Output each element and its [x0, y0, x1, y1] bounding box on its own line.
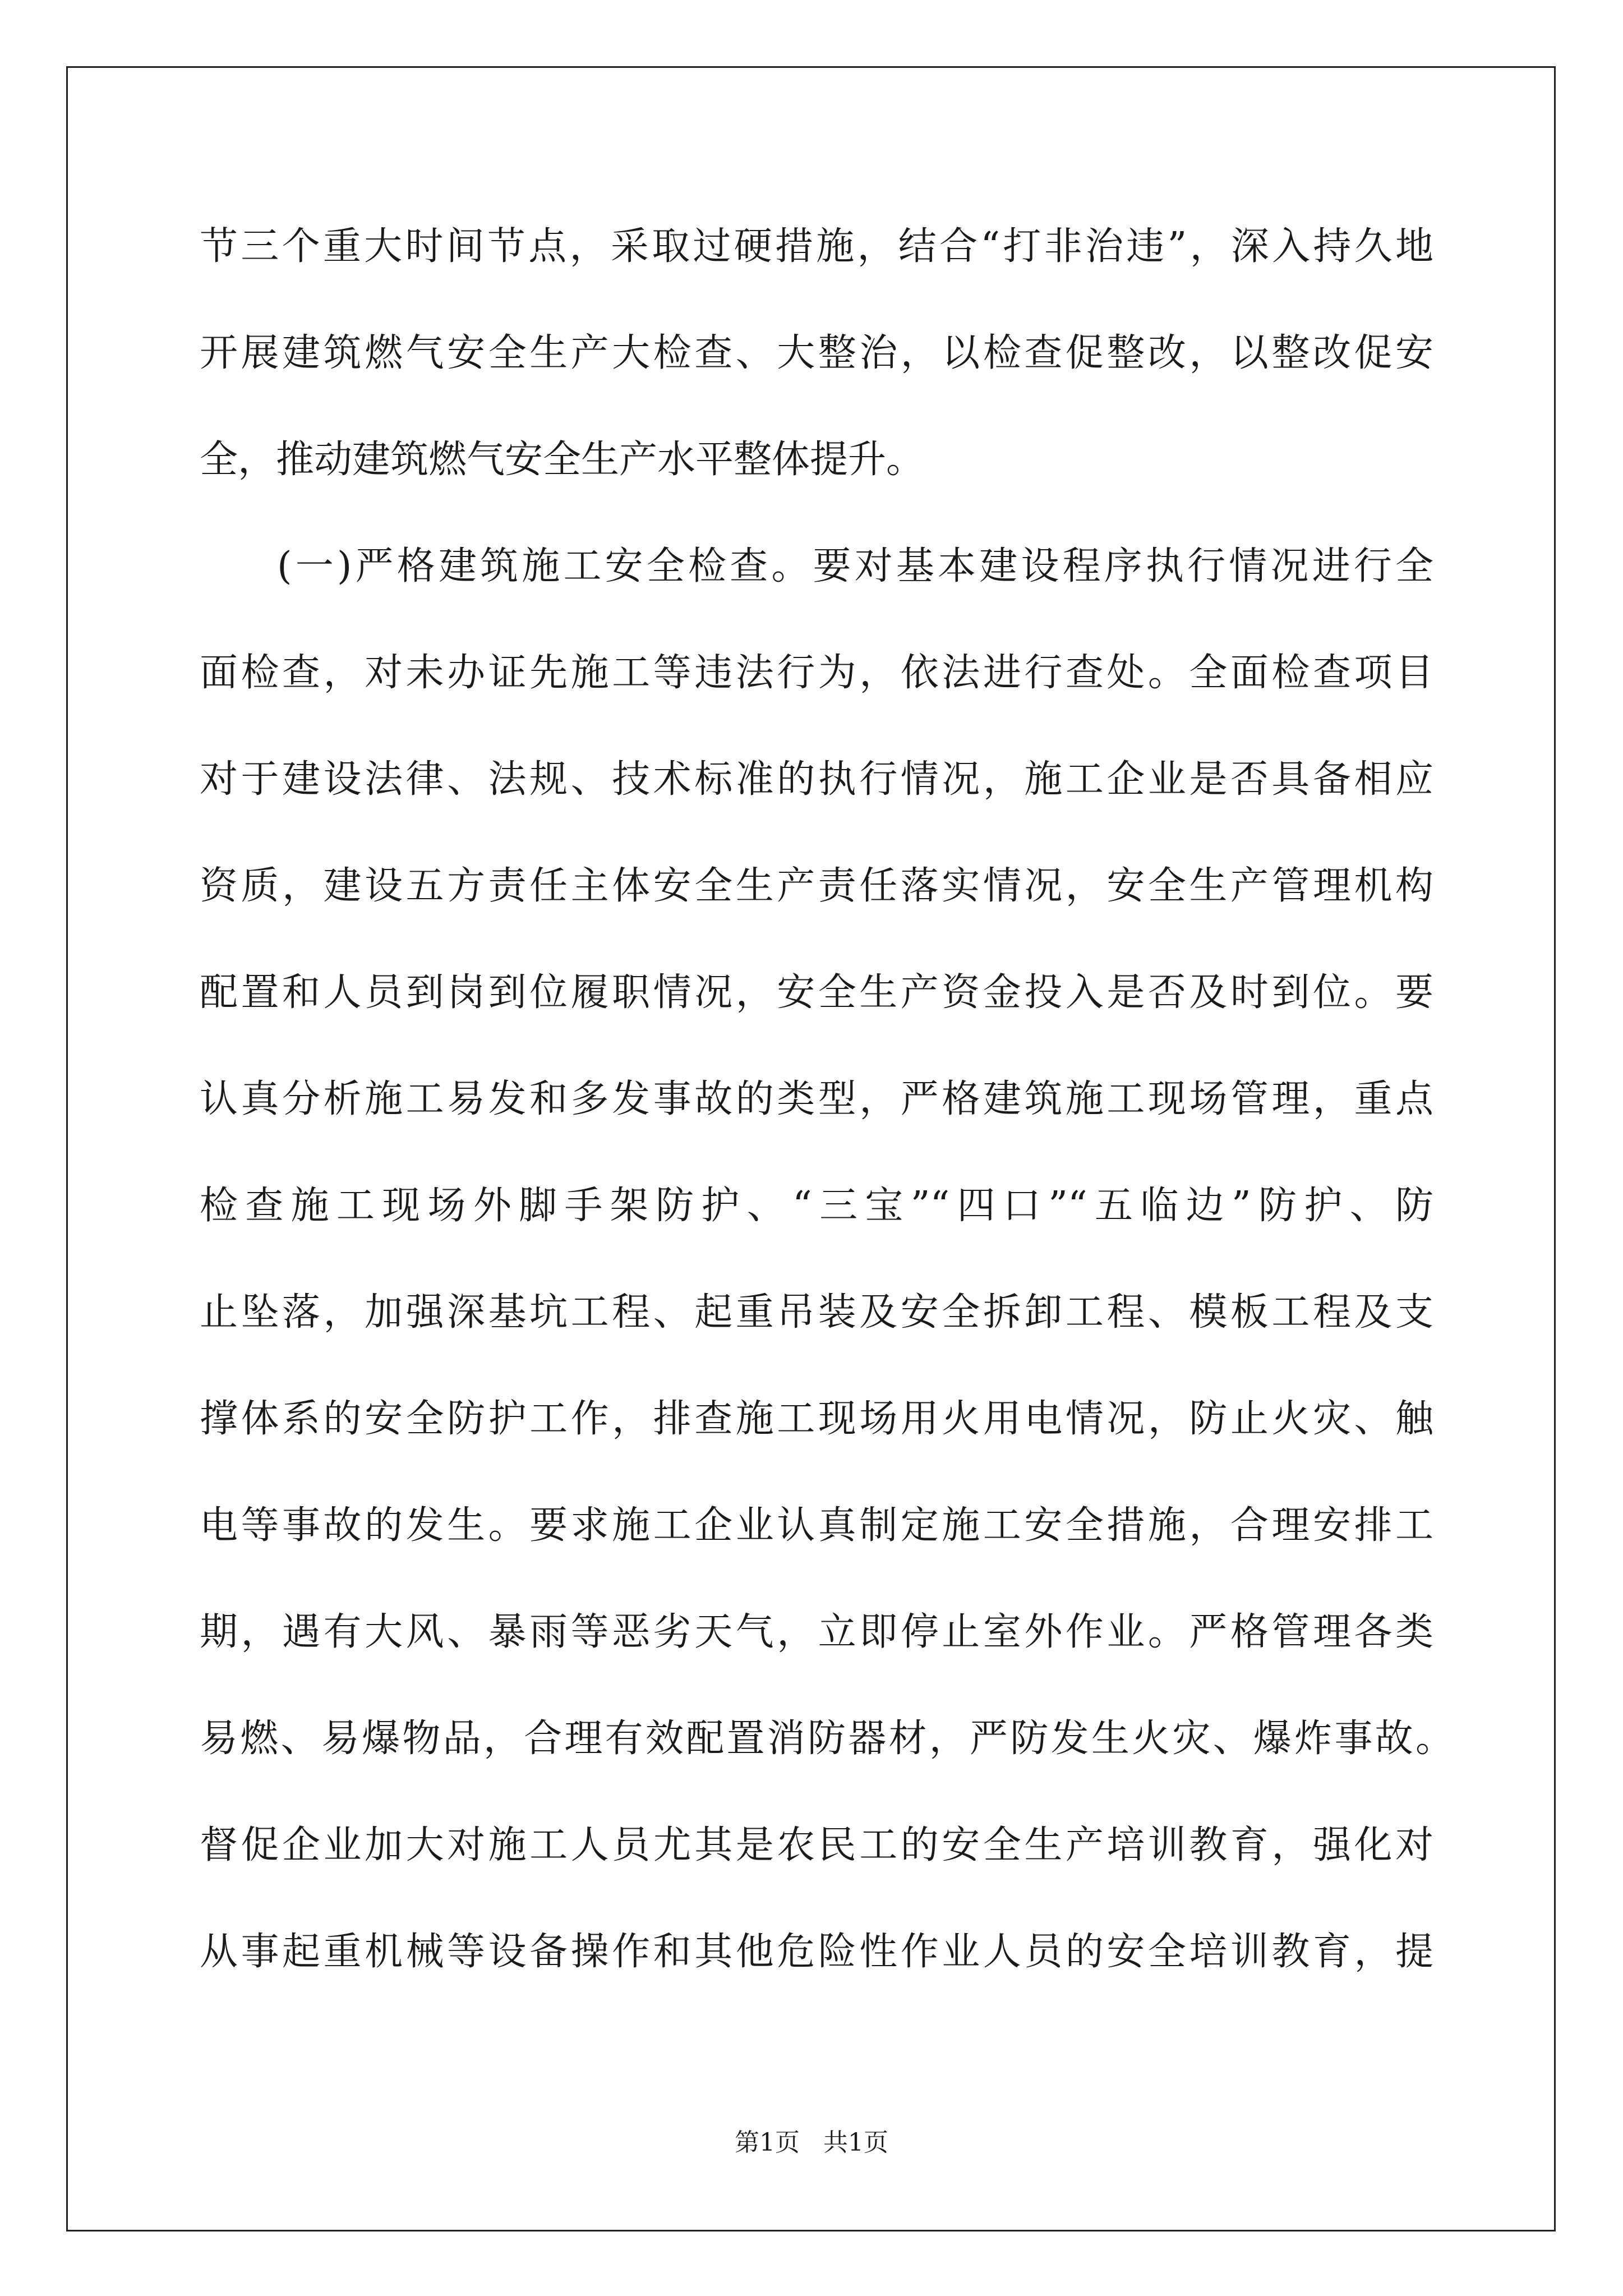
- text-line: 撑体系的安全防护工作，排查施工现场用火用电情况，防止火灾、触: [200, 1397, 1433, 1441]
- text-line: 资质，建设五方责任主体安全生产责任落实情况，安全生产管理机构: [200, 864, 1433, 908]
- paragraph-first-line: (一)严格建筑施工安全检查。要对基本建设程序执行情况进行全: [277, 544, 1433, 588]
- text-line: 止坠落，加强深基坑工程、起重吊装及安全拆卸工程、模板工程及支: [200, 1290, 1433, 1335]
- text-line: 开展建筑燃气安全生产大检查、大整治，以检查促整改，以整改促安: [200, 331, 1433, 375]
- text-line: 从事起重机械等设备操作和其他危险性作业人员的安全培训教育，提: [200, 1930, 1433, 1974]
- text-line: 节三个重大时间节点，采取过硬措施，结合“打非治违”，深入持久地: [200, 224, 1433, 269]
- text-line: 期，遇有大风、暴雨等恶劣天气，立即停止室外作业。严格管理各类: [200, 1610, 1433, 1654]
- page-number-footer: 第1页 共1页: [735, 2128, 888, 2157]
- page-border: [66, 66, 1556, 2231]
- text-line: 督促企业加大对施工人员尤其是农民工的安全生产培训教育，强化对: [200, 1823, 1433, 1867]
- text-line: 检查施工现场外脚手架防护、“三宝”“四口”“五临边”防护、防: [200, 1184, 1433, 1228]
- text-line: 电等事故的发生。要求施工企业认真制定施工安全措施，合理安排工: [200, 1503, 1433, 1548]
- text-line: 全，推动建筑燃气安全生产水平整体提升。: [200, 438, 925, 482]
- text-line: 配置和人员到岗到位履职情况，安全生产资金投入是否及时到位。要: [200, 970, 1433, 1015]
- text-line: 对于建设法律、法规、技术标准的执行情况，施工企业是否具备相应: [200, 757, 1433, 802]
- text-line: 认真分析施工易发和多发事故的类型，严格建筑施工现场管理，重点: [200, 1077, 1433, 1121]
- text-line: 面检查，对未办证先施工等违法行为，依法进行查处。全面检查项目: [200, 651, 1433, 695]
- text-line: 易燃、易爆物品，合理有效配置消防器材，严防发生火灾、爆炸事故。: [200, 1717, 1454, 1761]
